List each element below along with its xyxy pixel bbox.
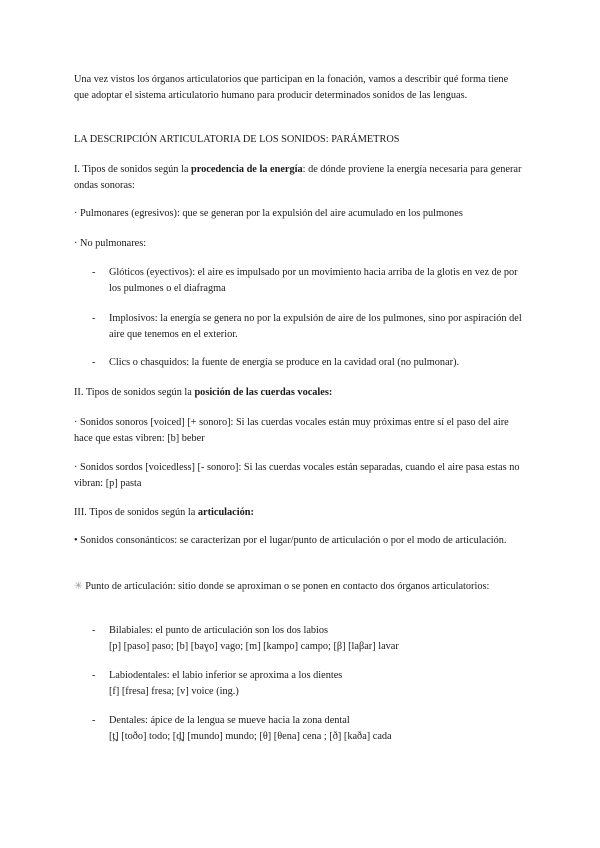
point-example: [p] [paso] paso; [b] [baɣo] vago; [m] [kampo] campo; [β] [laβar] lavar — [109, 641, 399, 652]
section-3-bold: articulación: — [197, 507, 254, 518]
point-line: Labiodentales: el labio inferior se aproxima a los dientes — [109, 670, 343, 681]
list-item-text: Glóticos (eyectivos): el aire es impulsado por un movimiento hacia arriba de la glotis en vez de por los pulmones o el diafragma — [109, 267, 518, 294]
section-1-prefix: I. Tipos de sonidos según la — [74, 164, 191, 175]
list-dash: - — [92, 625, 96, 636]
pulmonares-paragraph: · Pulmonares (egresivos): que se generan por la expulsión del aire acumulado en los pulmones — [74, 208, 463, 219]
point-line: Bilabiales: el punto de articulación son los dos labios — [109, 625, 329, 636]
punto-paragraph — [74, 579, 524, 595]
list-dash: - — [92, 357, 96, 368]
list-item-text: Implosivos: la energía se genera no por la expulsión de aire de los pulmones, sino por aspiración del aire que tenemos en el exterior. — [109, 313, 522, 340]
list-item-text — [109, 668, 524, 700]
list-item — [92, 668, 524, 700]
section-3-prefix: III. Tipos de sonidos según la — [74, 507, 198, 518]
list-item — [92, 713, 524, 745]
section-3-title — [74, 505, 524, 521]
intro-paragraph: Una vez vistos los órganos articulatorios que participan en la fonación, vamos a describir qué forma tiene que adoptar el sistema articulatorio humano para producir determinados sonidos de las lenguas. — [74, 74, 509, 101]
list-item — [92, 311, 524, 343]
point-example: [f] [fresa] fresa; [v] voice (ing.) — [109, 686, 239, 697]
section-1-title — [74, 162, 524, 194]
no-pulmonares-paragraph: · No pulmonares: — [74, 238, 147, 249]
section-1-suffix: : de dónde proviene la energía necesaria para generar ondas sonoras: — [74, 164, 522, 191]
point-example: [t̪] [toðo] todo; [d̪] [mundo] mundo; [θ] [θena] cena ; [ð] [kaða] cada — [109, 731, 392, 742]
section-2-title — [74, 385, 524, 401]
list-item-text: Clics o chasquidos: la fuente de energía se produce en la cavidad oral (no pulmonar). — [109, 357, 460, 368]
list-dash: - — [92, 267, 96, 278]
list-dash: - — [92, 670, 96, 681]
list-item-text — [109, 623, 524, 655]
section-2-prefix: II. Tipos de sonidos según la — [74, 387, 195, 398]
list-item — [92, 355, 524, 371]
section-heading: LA DESCRIPCIÓN ARTICULATORIA DE LOS SONIDOS: PARÁMETROS — [74, 134, 400, 145]
list-item — [92, 623, 524, 655]
asterisk-icon: ✳ — [74, 581, 83, 592]
section-2-bold: posición de las cuerdas vocales: — [194, 387, 333, 398]
list-dash: - — [92, 715, 96, 726]
list-item — [92, 265, 524, 297]
sonoros-paragraph: · Sonidos sonoros [voiced] [+ sonoro]: Si las cuerdas vocales están muy próximas entre sí el paso del aire hace que estas vibren: [b] beber — [74, 417, 509, 444]
punto-text: Punto de articulación: sitio donde se aproximan o se ponen en contacto dos órganos articulatorios: — [82, 581, 490, 592]
section-1-bold: procedencia de la energía — [191, 164, 303, 175]
list-dash: - — [92, 313, 96, 324]
sordos-paragraph: · Sonidos sordos [voicedless] [- sonoro]: Si las cuerdas vocales están separadas, cuando el aire pasa estas no vibran: [p] pasta — [74, 462, 520, 489]
consonanticos-paragraph: • Sonidos consonánticos: se caracterizan por el lugar/punto de articulación o por el modo de articulación. — [74, 535, 507, 546]
list-item-text — [109, 713, 524, 745]
point-line: Dentales: ápice de la lengua se mueve hacia la zona dental — [109, 715, 350, 726]
